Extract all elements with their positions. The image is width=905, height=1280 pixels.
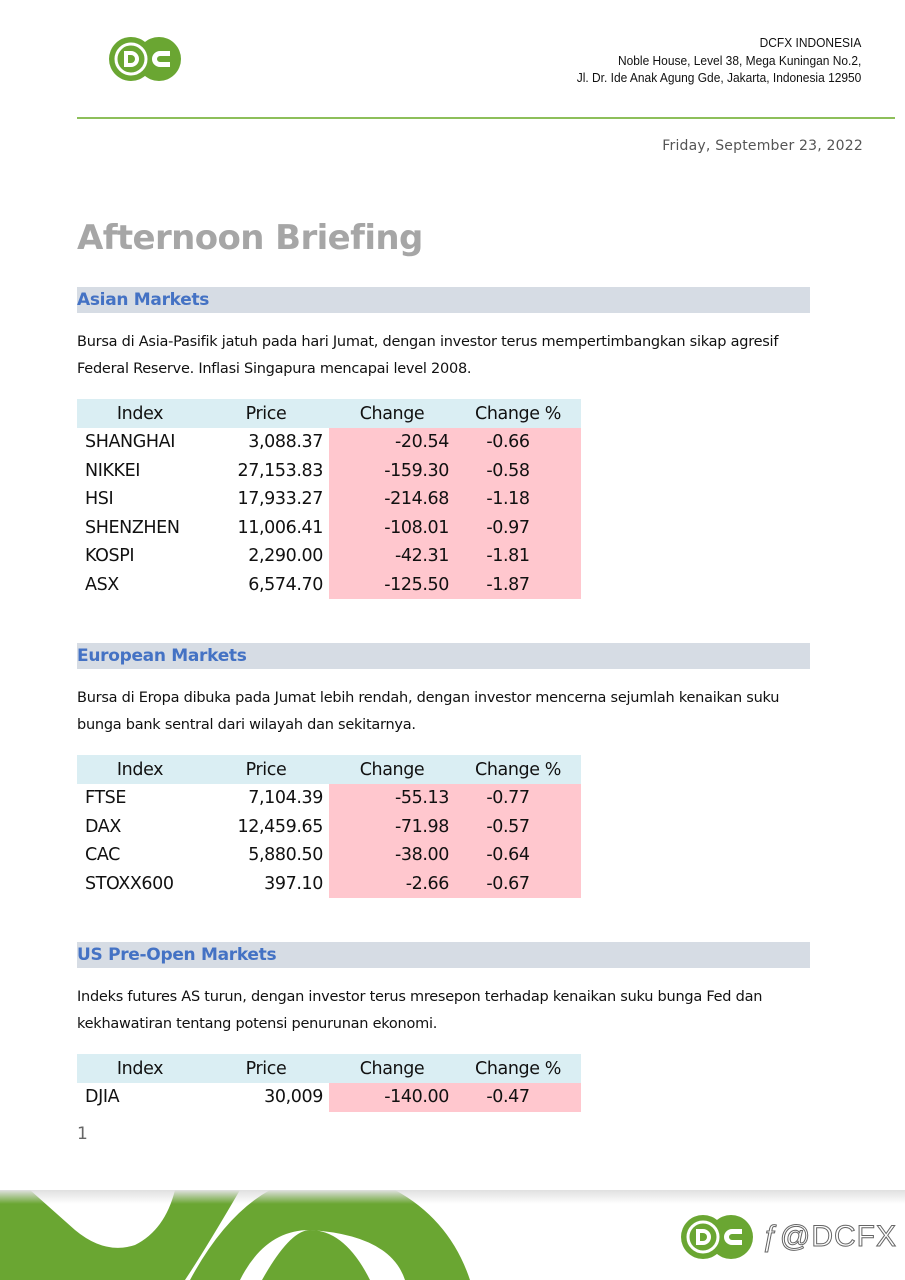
change: -214.68 [329, 485, 455, 514]
change: -55.13 [329, 784, 455, 813]
change-pct: -0.66 [455, 428, 581, 457]
price: 7,104.39 [248, 788, 323, 809]
change: -108.01 [329, 514, 455, 543]
social-f-icon: ƒ [762, 1220, 780, 1253]
col-price: Price [203, 399, 329, 428]
section-us-pre-open-markets [77, 942, 810, 1112]
change: -2.66 [329, 870, 455, 899]
section-summary: Bursa di Asia-Pasifik jatuh pada hari Jumat, dengan investor terus mempertimbangkan sikap agresif Federal Reserve. Inflasi Singapura mencapai level 2008. [77, 334, 779, 377]
col-change: Change [329, 399, 455, 428]
company-name: DCFX INDONESIA [759, 35, 861, 50]
table-row [77, 841, 581, 870]
section-heading: US Pre-Open Markets [77, 942, 810, 968]
change-pct: -0.77 [455, 784, 581, 813]
col-change-pct: Change % [455, 399, 581, 428]
index-name: NIKKEI [85, 460, 141, 481]
table-row [77, 813, 581, 842]
section-summary: Bursa di Eropa dibuka pada Jumat lebih rendah, dengan investor mencerna sejumlah kenaikan suku bunga bank sentral dari wilayah dan sekitarnya. [77, 690, 780, 733]
table-row [77, 514, 581, 543]
market-table [77, 1054, 581, 1112]
change: -42.31 [329, 542, 455, 571]
price: 397.10 [264, 873, 323, 894]
index-name: STOXX600 [85, 873, 174, 894]
section-european-markets [77, 643, 810, 898]
change: -140.00 [329, 1083, 455, 1112]
col-change-pct: Change % [455, 755, 581, 784]
change-pct: -0.47 [455, 1083, 581, 1112]
price: 30,009 [264, 1087, 323, 1108]
table-header-row [77, 755, 581, 784]
table-row [77, 571, 581, 600]
index-name: CAC [85, 845, 120, 866]
price: 11,006.41 [237, 517, 323, 538]
col-price: Price [203, 1054, 329, 1083]
address-line-1: Noble House, Level 38, Mega Kuningan No.2, [617, 52, 861, 68]
col-change-pct: Change % [455, 1054, 581, 1083]
dcfx-logo [108, 36, 182, 82]
col-change: Change [329, 755, 455, 784]
change-pct: -0.58 [455, 457, 581, 486]
table-header-row [77, 1054, 581, 1083]
index-name: DAX [85, 816, 121, 837]
index-name: FTSE [85, 788, 127, 809]
table-row [77, 428, 581, 457]
change: -159.30 [329, 457, 455, 486]
change-pct: -0.97 [455, 514, 581, 543]
market-table [77, 399, 581, 599]
change-pct: -0.64 [455, 841, 581, 870]
address-line-2: Jl. Dr. Ide Anak Agung Gde, Jakarta, Indonesia 12950 [576, 70, 861, 85]
price: 5,880.50 [248, 845, 323, 866]
report-date: Friday, September 23, 2022 [662, 138, 863, 154]
change: -20.54 [329, 428, 455, 457]
col-index: Index [77, 399, 203, 428]
change-pct: -0.57 [455, 813, 581, 842]
section-summary: Indeks futures AS turun, dengan investor terus mresepon terhadap kenaikan suku bunga Fed dan kekhawatiran tentang potensi penurunan ekonomi. [77, 989, 763, 1032]
change-pct: -1.81 [455, 542, 581, 571]
section-heading: Asian Markets [77, 287, 810, 313]
change: -125.50 [329, 571, 455, 600]
index-name: SHENZHEN [85, 517, 180, 538]
dcfx-watermark-logo [680, 1214, 754, 1260]
change: -71.98 [329, 813, 455, 842]
col-change: Change [329, 1054, 455, 1083]
col-index: Index [77, 755, 203, 784]
market-table [77, 755, 581, 898]
footer-shadow [0, 1190, 905, 1204]
table-row [77, 870, 581, 899]
price: 2,290.00 [248, 546, 323, 567]
change: -38.00 [329, 841, 455, 870]
change-pct: -1.18 [455, 485, 581, 514]
table-row [77, 485, 581, 514]
price: 3,088.37 [248, 432, 323, 453]
index-name: KOSPI [85, 546, 135, 567]
section-asian-markets [77, 287, 810, 599]
index-name: HSI [85, 489, 114, 510]
header-divider [77, 117, 895, 119]
table-header-row [77, 399, 581, 428]
index-name: SHANGHAI [85, 432, 175, 453]
price: 17,933.27 [237, 489, 323, 510]
table-row [77, 457, 581, 486]
table-row [77, 542, 581, 571]
price: 27,153.83 [237, 460, 323, 481]
page-number: 1 [77, 1124, 88, 1144]
page-title: Afternoon Briefing [77, 218, 423, 258]
price: 6,574.70 [248, 574, 323, 595]
price: 12,459.65 [237, 816, 323, 837]
table-row [77, 784, 581, 813]
table-row [77, 1083, 581, 1112]
watermark-handle: ƒ@DCFX [762, 1220, 897, 1253]
index-name: DJIA [85, 1087, 120, 1108]
col-price: Price [203, 755, 329, 784]
change-pct: -1.87 [455, 571, 581, 600]
section-heading: European Markets [77, 643, 810, 669]
index-name: ASX [85, 574, 119, 595]
change-pct: -0.67 [455, 870, 581, 899]
col-index: Index [77, 1054, 203, 1083]
watermark [680, 1214, 897, 1260]
company-address-block [576, 34, 861, 87]
